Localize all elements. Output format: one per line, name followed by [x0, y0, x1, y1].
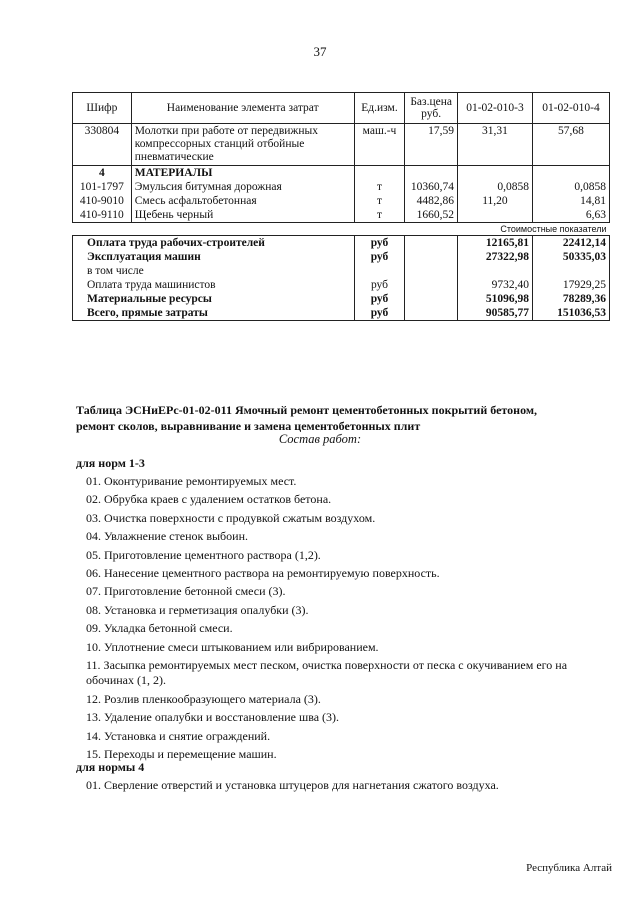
group-label-norm-4: для нормы 4: [76, 760, 145, 774]
table-caption: [76, 402, 616, 434]
cell-code: 330804: [73, 124, 132, 166]
list-item: 14. Установка и снятие ограждений.: [86, 728, 271, 743]
list-item: 11. Засыпка ремонтируемых мест песком, очистка поверхности от песка с окучиванием его на обочинах (1, 2).: [86, 658, 568, 688]
cell-unit: т: [354, 180, 405, 194]
section-name: МАТЕРИАЛЫ: [131, 166, 354, 181]
list-item: 01. Оконтуривание ремонтируемых мест.: [86, 474, 297, 488]
cell-price: 4482,86: [405, 194, 458, 208]
cell-unit: маш.-ч: [354, 124, 405, 166]
cell-code: 410-9110: [73, 208, 132, 223]
summary-unit: руб: [354, 306, 405, 321]
group-label-norms-1-3: для норм 1-3: [76, 456, 145, 470]
cell-value-3: 11,20: [457, 194, 532, 208]
list-item: 08. Установка и герметизация опалубки (3).: [86, 602, 309, 617]
list-item: 07. Приготовление бетонной смеси (3).: [86, 584, 286, 599]
cell-value-4: 14,81: [532, 194, 609, 208]
list-item: 05. Приготовление цементного раствора (1,2).: [86, 547, 321, 562]
table-row: [73, 194, 610, 208]
summary-value-3: 12165,81: [457, 236, 532, 251]
cell-code: 101-1797: [73, 180, 132, 194]
summary-value-3: 9732,40: [457, 278, 532, 292]
header-norm-4: 01-02-010-4: [532, 93, 609, 124]
cell-name: Молотки при работе от передвижных компрессорных станций отбойные пневматические: [131, 124, 354, 166]
cell-value-4: 6,63: [532, 208, 609, 223]
summary-value-4: [532, 264, 609, 278]
summary-value-4: 17929,25: [532, 278, 609, 292]
cell-code: 410-9010: [73, 194, 132, 208]
list-item: 12. Розлив пленкообразующего материала (3).: [86, 692, 321, 707]
summary-name: в том числе: [73, 264, 355, 278]
cell-unit: т: [354, 208, 405, 223]
caption-line-1: Таблица ЭСНиЕРс-01-02-011 Ямочный ремонт цементобетонных покрытий бетоном,: [76, 403, 538, 417]
cell-name: Щебень черный: [131, 208, 354, 223]
summary-name: Оплата труда машинистов: [73, 278, 355, 292]
summary-unit: руб: [354, 236, 405, 251]
summary-value-4: 78289,36: [532, 292, 609, 306]
list-item: 02. Обрубка краев с удалением остатков бетона.: [86, 492, 332, 507]
cell-name: Эмульсия битумная дорожная: [131, 180, 354, 194]
table-row: [73, 180, 610, 194]
summary-value-4: 151036,53: [532, 306, 609, 321]
cell-price: 17,59: [405, 124, 458, 166]
list-item: 10. Уплотнение смеси штыкованием или вибрированием.: [86, 639, 379, 654]
table-header-row: [73, 93, 610, 124]
list-item: 01. Сверление отверстий и установка штуцеров для нагнетания сжатого воздуха.: [86, 778, 499, 792]
header-norm-3: 01-02-010-3: [457, 93, 532, 124]
cell-value-4: 0,0858: [532, 180, 609, 194]
cell-unit: т: [354, 194, 405, 208]
cost-indicators-row: [73, 223, 610, 236]
summary-unit: [354, 264, 405, 278]
cell-price: 10360,74: [405, 180, 458, 194]
header-price: Баз.цена руб.: [405, 93, 458, 124]
summary-name: Оплата труда рабочих-строителей: [73, 236, 355, 251]
summary-row: [73, 264, 610, 278]
composition-title: Состав работ:: [278, 432, 362, 446]
cost-table: [72, 92, 610, 321]
cell-value-3: 0,0858: [457, 180, 532, 194]
header-name: Наименование элемента затрат: [131, 93, 354, 124]
cost-indicators-label: Стоимостные показатели: [73, 223, 610, 236]
header-code: Шифр: [73, 93, 132, 124]
cell-price: 1660,52: [405, 208, 458, 223]
summary-row: [73, 250, 610, 264]
cell-name: Смесь асфальтобетонная: [131, 194, 354, 208]
table-row: [73, 208, 610, 223]
summary-value-3: [457, 264, 532, 278]
list-item: 13. Удаление опалубки и восстановление шва (3).: [86, 710, 340, 725]
list-item: 15. Переходы и перемещение машин.: [86, 747, 277, 762]
list-item: 03. Очистка поверхности с продувкой сжатым воздухом.: [86, 510, 376, 525]
summary-row: [73, 236, 610, 251]
cell-value-4: 57,68: [532, 124, 609, 166]
summary-value-4: 50335,03: [532, 250, 609, 264]
section-row: [73, 166, 610, 181]
summary-name: Всего, прямые затраты: [73, 306, 355, 321]
summary-value-4: 22412,14: [532, 236, 609, 251]
header-unit: Ед.изм.: [354, 93, 405, 124]
list-item: 09. Укладка бетонной смеси.: [86, 621, 233, 636]
caption-line-2: ремонт сколов, выравнивание и замена цементобетонных плит: [76, 419, 421, 433]
summary-value-3: 90585,77: [457, 306, 532, 321]
summary-unit: руб: [354, 278, 405, 292]
summary-value-3: 27322,98: [457, 250, 532, 264]
list-item: 04. Увлажнение стенок выбоин.: [86, 529, 248, 544]
cell-value-3: 31,31: [457, 124, 532, 166]
work-list-norms-1-3: [86, 472, 606, 764]
summary-unit: руб: [354, 250, 405, 264]
work-list-norm-4: [86, 776, 606, 794]
summary-row: [73, 306, 610, 321]
list-item: 06. Нанесение цементного раствора на ремонтируемую поверхность.: [86, 566, 440, 581]
page-footer: Республика Алтай: [526, 862, 612, 874]
table-row: [73, 124, 610, 166]
summary-name: Эксплуатация машин: [73, 250, 355, 264]
summary-name: Материальные ресурсы: [73, 292, 355, 306]
cell-value-3: [457, 208, 532, 223]
summary-value-3: 51096,98: [457, 292, 532, 306]
summary-row: [73, 278, 610, 292]
page-number: 37: [313, 44, 327, 59]
summary-row: [73, 292, 610, 306]
section-code: 4: [73, 166, 132, 181]
summary-unit: руб: [354, 292, 405, 306]
